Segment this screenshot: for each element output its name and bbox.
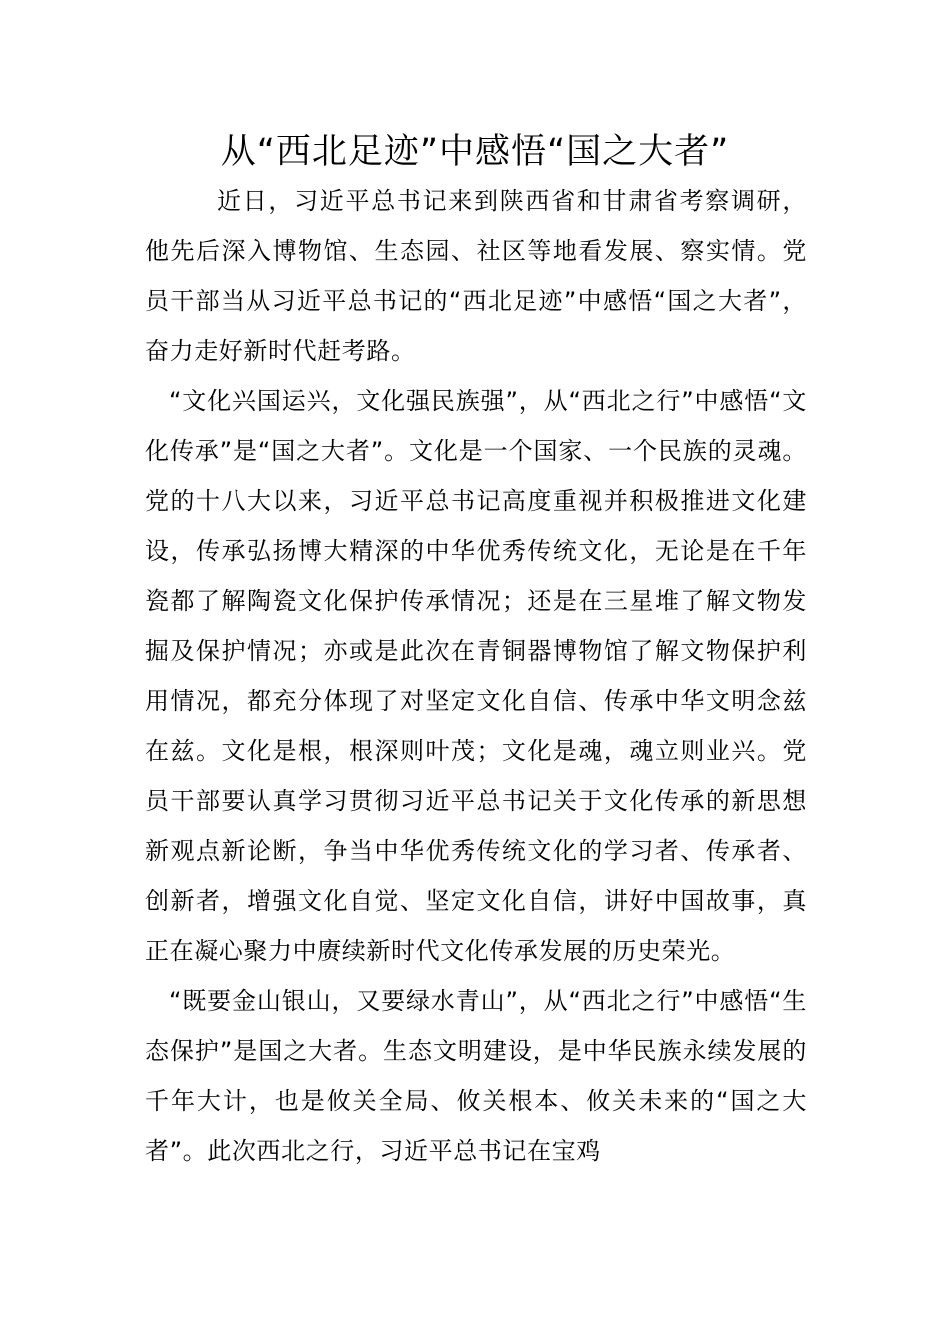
paragraph-ecology: “既要金山银山，又要绿水青山”，从“西北之行”中感悟“生态保护”是国之大者。生态文明建设，是中华民族永续发展的千年大计，也是攸关全局、攸关根本、攸关未来的“国之大者”。此次西北之行，习近平总书记在宝鸡 [145,987,807,1165]
paragraph-culture: “文化兴国运兴，文化强民族强”，从“西北之行”中感悟“文化传承”是“国之大者”。文化是一个国家、一个民族的灵魂。党的十八大以来，习近平总书记高度重视并积极推进文化建设，传承弘扬博大精深的中华优秀传统文化，无论是在千年瓷都了解陶瓷文化保护传承情况；还是在三星堆了解文物发掘及保护情况；亦或是此次在青铜器博物馆了解文物保护利用情况，都充分体现了对坚定文化自信、传承中华文明念兹在兹。文化是根，根深则叶茂；文化是魂，魂立则业兴。党员干部要认真学习贯彻习近平总书记关于文化传承的新思想新观点新论断，争当中华优秀传统文化的学习者、传承者、创新者，增强文化自觉、坚定文化自信，讲好中国故事，真正在凝心聚力中赓续新时代文化传承发展的历史荣光。 [145,387,807,965]
paragraph-intro: 近日，习近平总书记来到陕西省和甘肃省考察调研，他先后深入博物馆、生态园、社区等地看发展、察实情。党员干部当从习近平总书记的“西北足迹”中感悟“国之大者”，奋力走好新时代赶考路。 [145,187,807,365]
document-body [145,176,807,1176]
document-title: 从“西北足迹”中感悟“国之大者” [220,132,730,172]
